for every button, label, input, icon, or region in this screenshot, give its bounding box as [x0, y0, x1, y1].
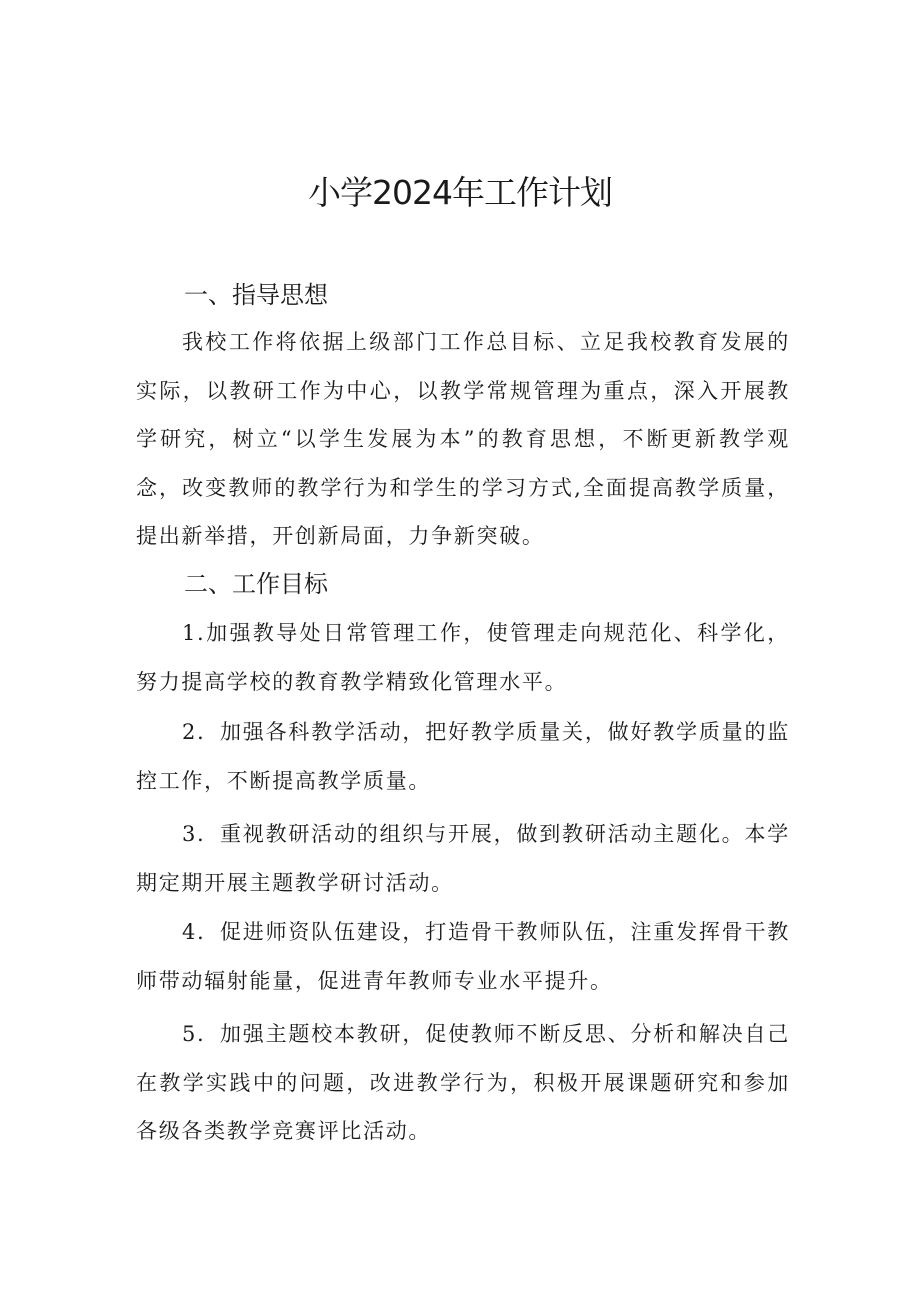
goal-item-3: 3．重视教研活动的组织与开展，做到教研活动主题化。本学期定期开展主题教学研讨活动。 [136, 822, 790, 895]
goal-item-2: 2．加强各科教学活动，把好教学质量关，做好教学质量的监控工作，不断提高教学质量。 [136, 720, 790, 793]
goal-item-5: 5．加强主题校本教研，促使教师不断反思、分析和解决自己在教学实践中的问题，改进教学行为，积极开展课题研究和参加各级各类教学竞赛评比活动。 [136, 1022, 790, 1143]
section-heading-guiding-ideology: 一、指导思想 [184, 281, 328, 309]
goal-item-1: 1.加强教导处日常管理工作，使管理走向规范化、科学化，努力提高学校的教育教学精致化管理水平。 [136, 621, 790, 694]
section-heading-work-goals: 二、工作目标 [184, 570, 328, 598]
goal-item-4: 4．促进师资队伍建设，打造骨干教师队伍，注重发挥骨干教师带动辐射能量，促进青年教师专业水平提升。 [136, 920, 790, 993]
document-title: 小学2024年工作计划 [308, 173, 612, 212]
paragraph-guiding-ideology: 我校工作将依据上级部门工作总目标、立足我校教育发展的实际，以教研工作为中心，以教学常规管理为重点，深入开展教学研究，树立“以学生发展为本”的教育思想，不断更新教学观念，改变教师的教学行为和学生的学习方式,全面提高教学质量，提出新举措，开创新局面，力争新突破。 [136, 330, 790, 548]
